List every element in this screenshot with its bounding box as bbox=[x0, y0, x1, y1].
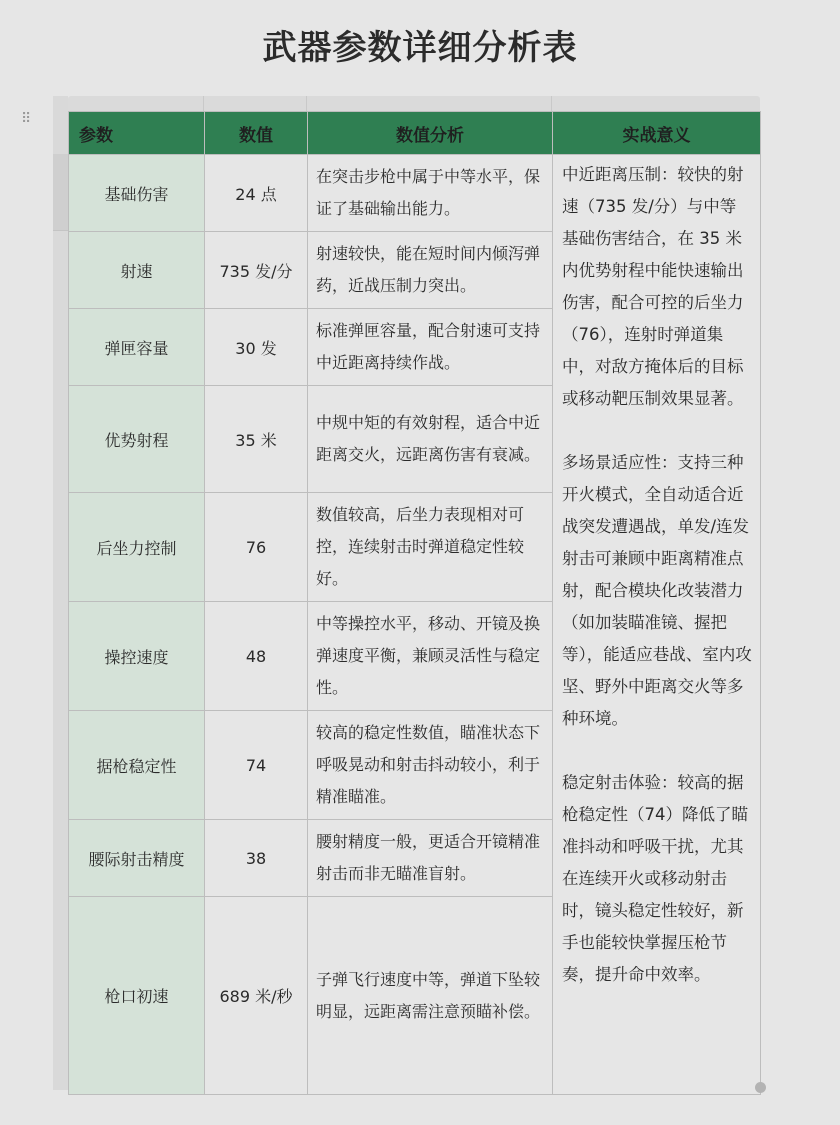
param-cell[interactable]: 腰际射击精度 bbox=[69, 820, 205, 897]
header-param[interactable]: 参数 bbox=[69, 112, 205, 155]
value-cell[interactable]: 74 bbox=[205, 711, 308, 820]
analysis-cell[interactable]: 射速较快，能在短时间内倾泻弹药，近战压制力突出。 bbox=[308, 232, 553, 309]
value-cell[interactable]: 689 米/秒 bbox=[205, 897, 308, 1095]
practical-cell[interactable] bbox=[553, 155, 761, 1095]
value-cell[interactable]: 38 bbox=[205, 820, 308, 897]
analysis-cell[interactable]: 标准弹匣容量，配合射速可支持中近距离持续作战。 bbox=[308, 309, 553, 386]
param-cell[interactable]: 操控速度 bbox=[69, 602, 205, 711]
row-gutter[interactable] bbox=[53, 96, 68, 1090]
header-practical[interactable]: 实战意义 bbox=[553, 112, 761, 155]
value-cell[interactable]: 48 bbox=[205, 602, 308, 711]
practical-paragraph: 稳定射击体验：较高的据枪稳定性（74）降低了瞄准抖动和呼吸干扰，尤其在连续开火或移动射击时，镜头稳定性较好，新手也能较快掌握压枪节奏，提升命中效率。 bbox=[562, 773, 748, 984]
param-cell[interactable]: 后坐力控制 bbox=[69, 493, 205, 602]
analysis-cell[interactable]: 中等操控水平，移动、开镜及换弹速度平衡，兼顾灵活性与稳定性。 bbox=[308, 602, 553, 711]
resize-handle-icon[interactable] bbox=[755, 1082, 766, 1093]
column-header-bar[interactable] bbox=[68, 96, 760, 111]
param-cell[interactable]: 弹匣容量 bbox=[69, 309, 205, 386]
table-header-row bbox=[69, 112, 761, 155]
value-cell[interactable]: 735 发/分 bbox=[205, 232, 308, 309]
header-value[interactable]: 数值 bbox=[205, 112, 308, 155]
analysis-cell[interactable]: 腰射精度一般，更适合开镜精准射击而非无瞄准盲射。 bbox=[308, 820, 553, 897]
value-cell[interactable]: 35 米 bbox=[205, 386, 308, 493]
param-cell[interactable]: 基础伤害 bbox=[69, 155, 205, 232]
value-cell[interactable]: 24 点 bbox=[205, 155, 308, 232]
practical-paragraph: 中近距离压制：较快的射速（735 发/分）与中等基础伤害结合，在 35 米内优势射程中能快速输出伤害，配合可控的后坐力（76），连射时弹道集中，对敌方掩体后的目标或移动靶压制效果显著。 bbox=[562, 165, 744, 408]
param-cell[interactable]: 枪口初速 bbox=[69, 897, 205, 1095]
table-row bbox=[69, 155, 761, 232]
header-analysis[interactable]: 数值分析 bbox=[308, 112, 553, 155]
analysis-cell[interactable]: 较高的稳定性数值，瞄准状态下呼吸晃动和射击抖动较小，利于精准瞄准。 bbox=[308, 711, 553, 820]
page-title: 武器参数详细分析表 bbox=[262, 28, 578, 68]
analysis-cell[interactable]: 数值较高，后坐力表现相对可控，连续射击时弹道稳定性较好。 bbox=[308, 493, 553, 602]
weapon-params-table bbox=[68, 111, 761, 1095]
practical-paragraph: 多场景适应性：支持三种开火模式，全自动适合近战突发遭遇战，单发/连发射击可兼顾中距离精准点射，配合模块化改装潜力（如加装瞄准镜、握把等），能适应巷战、室内攻坚、野外中距离交火等多种环境。 bbox=[562, 453, 752, 728]
param-cell[interactable]: 据枪稳定性 bbox=[69, 711, 205, 820]
drag-handle-icon[interactable]: ⠿ bbox=[21, 111, 33, 127]
analysis-cell[interactable]: 在突击步枪中属于中等水平，保证了基础输出能力。 bbox=[308, 155, 553, 232]
analysis-cell[interactable]: 中规中矩的有效射程，适合中近距离交火，远距离伤害有衰减。 bbox=[308, 386, 553, 493]
param-cell[interactable]: 优势射程 bbox=[69, 386, 205, 493]
analysis-cell[interactable]: 子弹飞行速度中等，弹道下坠较明显，远距离需注意预瞄补偿。 bbox=[308, 897, 553, 1095]
value-cell[interactable]: 30 发 bbox=[205, 309, 308, 386]
value-cell[interactable]: 76 bbox=[205, 493, 308, 602]
param-cell[interactable]: 射速 bbox=[69, 232, 205, 309]
